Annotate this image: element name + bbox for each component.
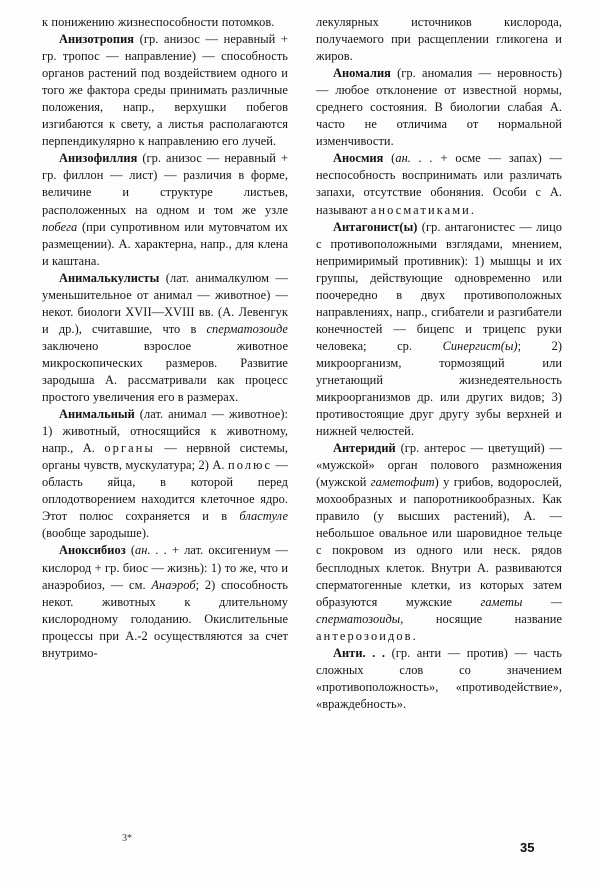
- page-number: 35: [520, 840, 535, 855]
- entry-definition-part: (гр. антерос — цветущий) — «мужской» орган полового размножения (мужской: [316, 441, 562, 490]
- entry-definition: [316, 220, 562, 439]
- entry-definition-part: + лат. оксигениум — кислород + гр. биос — жизнь): 1) то же, что и анаэробиоз, — см.: [42, 543, 288, 592]
- dictionary-entry-antagonisty: [316, 219, 562, 441]
- entry-definition-part: (гр. анизос — неравный + гр. филлон — лист) — различия в форме, величине и структуре листьев, расположенных на одном и том же узле: [42, 151, 288, 217]
- entry-headword: Антагонист(ы): [333, 219, 418, 234]
- entry-definition-part: ; 2) микроорганизм, тормозящий или угнетающий жизнедеятельность микроорганизмов др. или других видов; 3) противостоящие друг другу зубы верхней и нижней челюстей.: [316, 338, 563, 439]
- dictionary-entry-anomaliya: [316, 65, 562, 150]
- left-text-column: [42, 14, 288, 832]
- entry-definition-part: (вообще зародыше).: [42, 526, 150, 541]
- entry-headword: Аноксибиоз: [59, 543, 126, 558]
- entry-definition: (гр. аномалия — неровность) — любое отклонение от известной нормы, среднего состояния. В биологии слабая А. часто не отличима от нормальной изменчивости.: [316, 66, 562, 149]
- entry-italic-term: побега: [42, 219, 78, 234]
- footnote-signature-mark: 3*: [122, 833, 132, 844]
- entry-headword: Анималькулисты: [59, 270, 160, 285]
- entry-headword: Анизофиллия: [59, 151, 138, 166]
- entry-headword: Аносмия: [333, 151, 384, 166]
- paragraph-continuation: лекулярных источников кислорода, получаемого при расщеплении гликогена и жиров.: [316, 15, 562, 64]
- entry-headword: Анимальный: [59, 407, 135, 422]
- entry-headword: Аномалия: [333, 66, 391, 81]
- entry-italic-term: ан. . .: [395, 151, 433, 166]
- dictionary-entry-animalnyy: [42, 406, 288, 542]
- entry-definition-part: (лат. анималкулюм — уменьшительное от анимал — животное) — некот. биологи XVII—XVIII вв. (А. Левенгук и др.), считавшие, что в: [42, 270, 288, 336]
- dictionary-entry-anizotropiya: [42, 31, 288, 150]
- entry-definition: [42, 543, 288, 659]
- entry-headword: Анти. . .: [333, 645, 386, 660]
- entry-definition-part: — область яйца, в которой перед оплодотворением находится клеточное ядро. Этот полюс сохраняется и в: [42, 458, 288, 524]
- entry-spaced-term: органы: [104, 441, 155, 456]
- entry-definition-part: (лат. анимал — животное): 1) животный, относящийся к животному, напр., А.: [42, 407, 288, 456]
- two-column-text-body: [42, 14, 562, 832]
- entry-definition-part: (при супротивном или мутовчатом их размещении). А. характерна, напр., для клена и каштана.: [42, 219, 288, 268]
- dictionary-entry-anti: [316, 645, 562, 713]
- entry-spaced-term: полюс: [228, 458, 273, 473]
- entry-definition-part: (: [125, 543, 136, 558]
- entry-italic-term: бластуле: [239, 509, 288, 524]
- entry-definition: [42, 407, 288, 540]
- entry-definition: [316, 441, 562, 643]
- entry-definition-part: — нервной системы, органы чувств, мускулатура; 2) А.: [42, 441, 288, 473]
- right-text-column: [316, 14, 562, 832]
- dictionary-entry-animalkulisty: [42, 270, 288, 406]
- entry-definition-part: (гр. антагонистес — лицо с противоположными взглядами, мнением, непримиримый противник): 1) мышцы и их группы, действующие одновременно или поочередно в двух противоположных направлениях, напр., сгибатели и разгибатели конечностей — бицепс и трицепс руки человека; ср.: [316, 219, 562, 353]
- entry-headword: Антеридий: [333, 441, 396, 456]
- dictionary-entry-anosmiya: [316, 150, 562, 218]
- entry-italic-term: сперматозоиде: [206, 321, 288, 336]
- entry-italic-term: Анаэроб: [151, 577, 196, 592]
- entry-italic-term: гаметы — сперматозоиды: [316, 594, 562, 626]
- entry-headword: Анизотропия: [59, 32, 135, 47]
- entry-spaced-term: аносматиками: [370, 202, 471, 217]
- entry-definition-part: + осме — запах) — неспособность воспринимать или различать запахи, отсутствие обоняния. Особи с А. называют: [316, 151, 562, 217]
- entry-italic-term: ан. . .: [135, 543, 168, 558]
- entry-definition: (гр. анизос — неравный + гр. тропос — направление) — способность органов растений под воздействием одного и того же фактора среды принимать различные положения, напр., верхушки побегов изгибаются к свету, а листья располагаются перпендикулярно к направлению его лучей.: [42, 32, 288, 149]
- entry-definition-part: заключено взрослое животное микроскопических размеров. Развитие зародыша А. рассматривали как процесс простого увеличения его в размерах.: [42, 338, 288, 405]
- entry-definition: (гр. анти — против) — часть сложных слов со значением «противоположность», «противодействие», «враждебность».: [316, 645, 562, 711]
- entry-definition-part: , носящие название: [400, 611, 562, 626]
- entry-definition-part: ) у грибов, водорослей, мохообразных и папоротникообразных. Как правило (у высших растений), А. — небольшое овальное или шаровидное тельце с покровом из одного или неск. рядов бесплодных клеток. Внутри А. развиваются сперматогенные клетки, из которых затем образуются мужские: [316, 475, 562, 609]
- entry-definition-part: .: [470, 202, 475, 217]
- dictionary-entry-anizofilliya: [42, 150, 288, 269]
- entry-definition-part: .: [412, 628, 416, 643]
- dictionary-entry-anteridiy: [316, 440, 562, 645]
- dictionary-entry-anoksibioz: [42, 542, 288, 661]
- paragraph-continuation: к понижению жизнеспособности потомков.: [42, 15, 275, 29]
- entry-definition-part: ; 2) способность некот. животных к длительному кислородному голоданию. Окислительные процессы при А.-2 осуществляются за счет внутримо-: [42, 577, 288, 660]
- entry-spaced-term: антерозоидов: [316, 628, 413, 643]
- entry-italic-term: гаметофит: [370, 475, 435, 490]
- entry-italic-term: Синергист(ы): [442, 338, 518, 353]
- entry-definition-part: (: [383, 151, 396, 166]
